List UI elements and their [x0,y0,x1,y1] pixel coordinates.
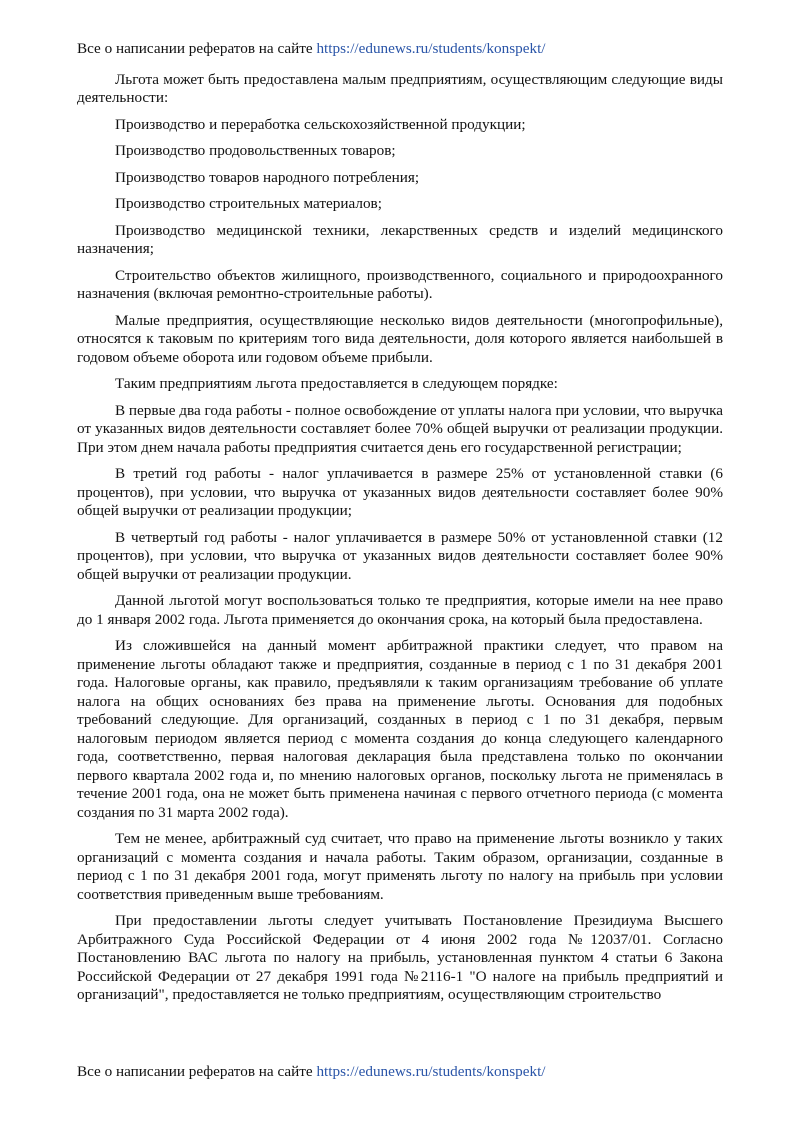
paragraph-2: Производство и переработка сельскохозяйственной продукции; [115,115,526,133]
paragraph-8: Малые предприятия, осуществляющие несколько видов деятельности (многопрофильные), относятся к таковым по критериям того вида деятельности, доля которого является наибольшей в годовом объеме оборота или годовом объеме прибыли. [77,311,723,366]
paragraph-6: Производство медицинской техники, лекарственных средств и изделий медицинского назначения; [77,221,723,257]
header-prefix: Все о написании рефератов на сайте [77,40,313,57]
paragraph-15: Тем не менее, арбитражный суд считает, что право на применение льготы возникло у таких организаций с момента создания и начала работы. Таким образом, организации, созданные в период с 1 по 31 декабря 2001 года, могут применять льготу по налогу на прибыль при условии соответствия приведенным выше требованиям. [77,830,723,903]
paragraph-9: Таким предприятиям льгота предоставляется в следующем порядке: [115,375,558,392]
header-site-link[interactable]: https://edunews.ru/students/konspekt/ [316,40,546,57]
paragraph-3: Производство продовольственных товаров; [115,142,396,159]
paragraph-16: При предоставлении льготы следует учитывать Постановление Президиума Высшего Арбитражного Суда Российской Федерации от 4 июня 2002 года №12037/01. Согласно Постановлению ВАС льгота по налогу на прибыль, установленная пунктом 4 статьи 6 Закона Российской Федерации от 27 декабря 1991 года №2116-1 "О налоге на прибыль предприятий и организаций", предоставляется не только предприятиям, осуществляющим строительство [77,912,723,1003]
paragraph-10: В первые два года работы - полное освобождение от уплаты налога при условии, что выручка от указанных видов деятельности составляет более 70% общей выручки от реализации продукции. При этом днем начала работы предприятия считается день его государственной регистрации; [77,401,723,456]
document-page [77,40,723,1013]
paragraph-7: Строительство объектов жилищного, производственного, социального и природоохранного назначения (включая ремонтно-строительные работы). [77,266,723,302]
paragraph-1: Льгота может быть предоставлена малым предприятиям, осуществляющим следующие виды деятельности: [77,70,723,106]
paragraph-13: Данной льготой могут воспользоваться только те предприятия, которые имели на нее право до 1 января 2002 года. Льгота применяется до окончания срока, на который была предоставлена. [77,592,723,628]
footer-site-link[interactable]: https://edunews.ru/students/konspekt/ [316,1063,546,1080]
paragraph-11: В третий год работы - налог уплачивается в размере 25% от установленной ставки (6 процентов), при условии, что выручка от указанных видов деятельности составляет более 90% общей выручки от реализации продукции; [77,465,723,519]
footer-line [77,1063,723,1082]
paragraph-12: В четвертый год работы - налог уплачивается в размере 50% от установленной ставки (12 процентов), при условии, что выручка от указанных видов деятельности составляет более 90% общей выручки от реализации продукции. [77,528,723,583]
paragraph-14: Из сложившейся на данный момент арбитражной практики следует, что правом на применение льготы обладают также и предприятия, созданные в период с 1 по 31 декабря 2001 года. Налоговые органы, как правило, предъявляли к таким организациям требование об уплате налога на общих основаниях без права на применение льготы. Основания для подобных требований следующие. Для организаций, созданных в период с 1 по 31 декабря, первым налоговым периодом является период с момента создания до конца следующего календарного года, соответственно, первая налоговая декларация была представлена только по окончании первого квартала 2002 года и, по мнению налоговых органов, поскольку льгота не применялась в течение 2001 года, она не может быть применена начиная с первого отчетного периода (с момента создания по 31 марта 2002 года). [77,637,723,821]
footer-prefix: Все о написании рефератов на сайте [77,1063,313,1080]
header-line [77,40,723,59]
paragraph-5: Производство строительных материалов; [115,195,382,212]
paragraph-4: Производство товаров народного потребления; [115,168,420,186]
